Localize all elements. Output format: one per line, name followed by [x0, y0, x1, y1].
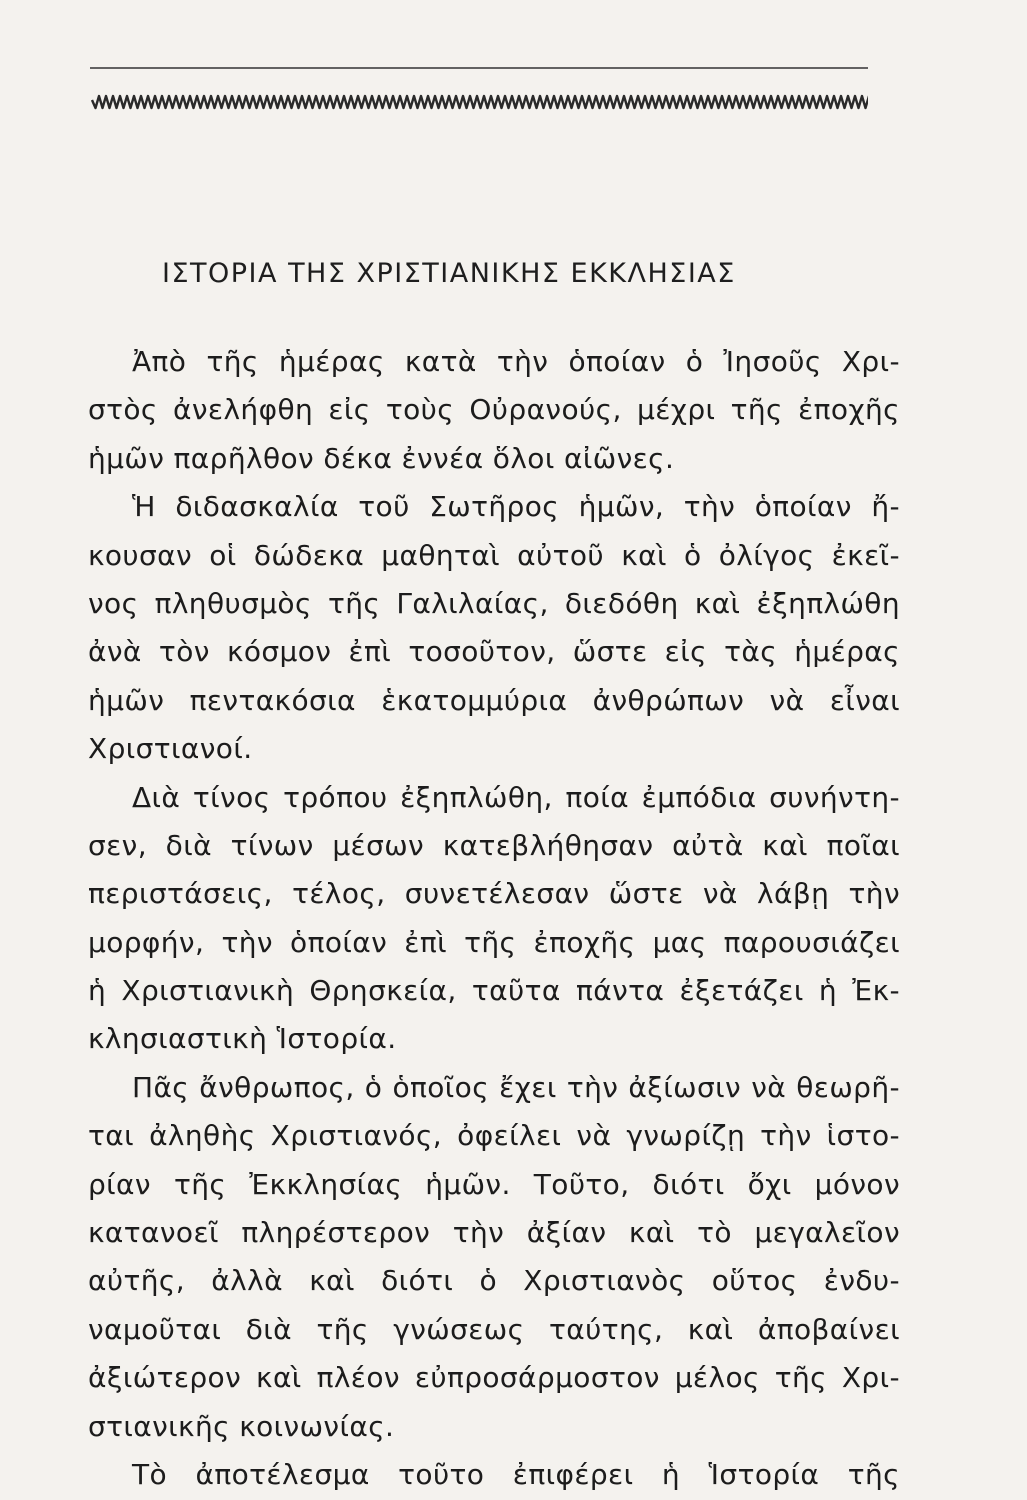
text-line: αὐτῆς, ἀλλὰ καὶ διότι ὁ Χριστιανὸς οὕτος ἐνδυ-	[88, 1264, 900, 1298]
header-wavy-border	[92, 96, 868, 108]
text-line: ἡ Χριστιανικὴ Θρησκεία, ταῦτα πάντα ἐξετάζει ἡ Ἐκ-	[88, 974, 900, 1008]
text-line: Ἡ διδασκαλία τοῦ Σωτῆρος ἡμῶν, τὴν ὁποίαν ἤ-	[132, 490, 900, 524]
body-text	[88, 338, 900, 1499]
text-line: νος πληθυσμὸς τῆς Γαλιλαίας, διεδόθη καὶ ἐξηπλώθη	[88, 586, 900, 620]
text-line: ρίαν τῆς Ἐκκλησίας ἡμῶν. Τοῦτο, διότι ὄχι μόνον	[88, 1167, 900, 1201]
text-line: ἀξιώτερον καὶ πλέον εὐπροσάρμοστον μέλος τῆς Χρι-	[88, 1361, 900, 1395]
text-line: μορφήν, τὴν ὁποίαν ἐπὶ τῆς ἐποχῆς μας παρουσιάζει	[88, 925, 900, 959]
text-line: σεν, διὰ τίνων μέσων κατεβλήθησαν αὐτὰ καὶ ποῖαι	[88, 828, 900, 862]
chapter-title: ΙΣΤΟΡΙΑ ΤΗΣ ΧΡΙΣΤΙΑΝΙΚΗΣ ΕΚΚΛΗΣΙΑΣ	[162, 258, 736, 289]
header-ornament-rule	[90, 66, 868, 110]
text-line: ἀνὰ τὸν κόσμον ἐπὶ τοσοῦτον, ὥστε εἰς τὰς ἡμέρας	[88, 635, 900, 669]
text-line: κλησιαστικὴ Ἱστορία.	[88, 1022, 397, 1056]
text-line: Ἀπὸ τῆς ἡμέρας κατὰ τὴν ὁποίαν ὁ Ἰησοῦς Χρι-	[132, 345, 900, 378]
text-line: κατανοεῖ πληρέστερον τὴν ἀξίαν καὶ τὸ μεγαλεῖον	[88, 1216, 900, 1250]
text-line: Τὸ ἀποτέλεσμα τοῦτο ἐπιφέρει ἡ Ἱστορία τῆς	[132, 1457, 900, 1491]
text-line: κουσαν οἱ δώδεκα μαθηταὶ αὐτοῦ καὶ ὁ ὀλίγος ἐκεῖ-	[88, 538, 900, 572]
text-line: Πᾶς ἄνθρωπος, ὁ ὁποῖος ἔχει τὴν ἀξίωσιν νὰ θεωρῆ-	[132, 1070, 900, 1104]
text-line: στὸς ἀνελήφθη εἰς τοὺς Οὐρανούς, μέχρι τῆς ἐποχῆς	[88, 393, 900, 427]
text-line: στιανικῆς κοινωνίας.	[88, 1409, 395, 1443]
text-line: ἡμῶν παρῆλθον δέκα ἐννέα ὅλοι αἰῶνες.	[88, 441, 675, 475]
text-line: ται ἀληθὴς Χριστιανός, ὀφείλει νὰ γνωρίζῃ τὴν ἱστο-	[88, 1119, 900, 1153]
text-line: Διὰ τίνος τρόπου ἐξηπλώθη, ποία ἐμπόδια συνήντη-	[132, 780, 900, 814]
text-line: ναμοῦται διὰ τῆς γνώσεως ταύτης, καὶ ἀποβαίνει	[88, 1312, 900, 1346]
text-line: ἡμῶν πεντακόσια ἑκατομμύρια ἀνθρώπων νὰ εἶναι	[88, 683, 900, 717]
text-line: Χριστιανοί.	[88, 732, 253, 766]
text-line: περιστάσεις, τέλος, συνετέλεσαν ὥστε νὰ λάβῃ τὴν	[88, 877, 900, 911]
